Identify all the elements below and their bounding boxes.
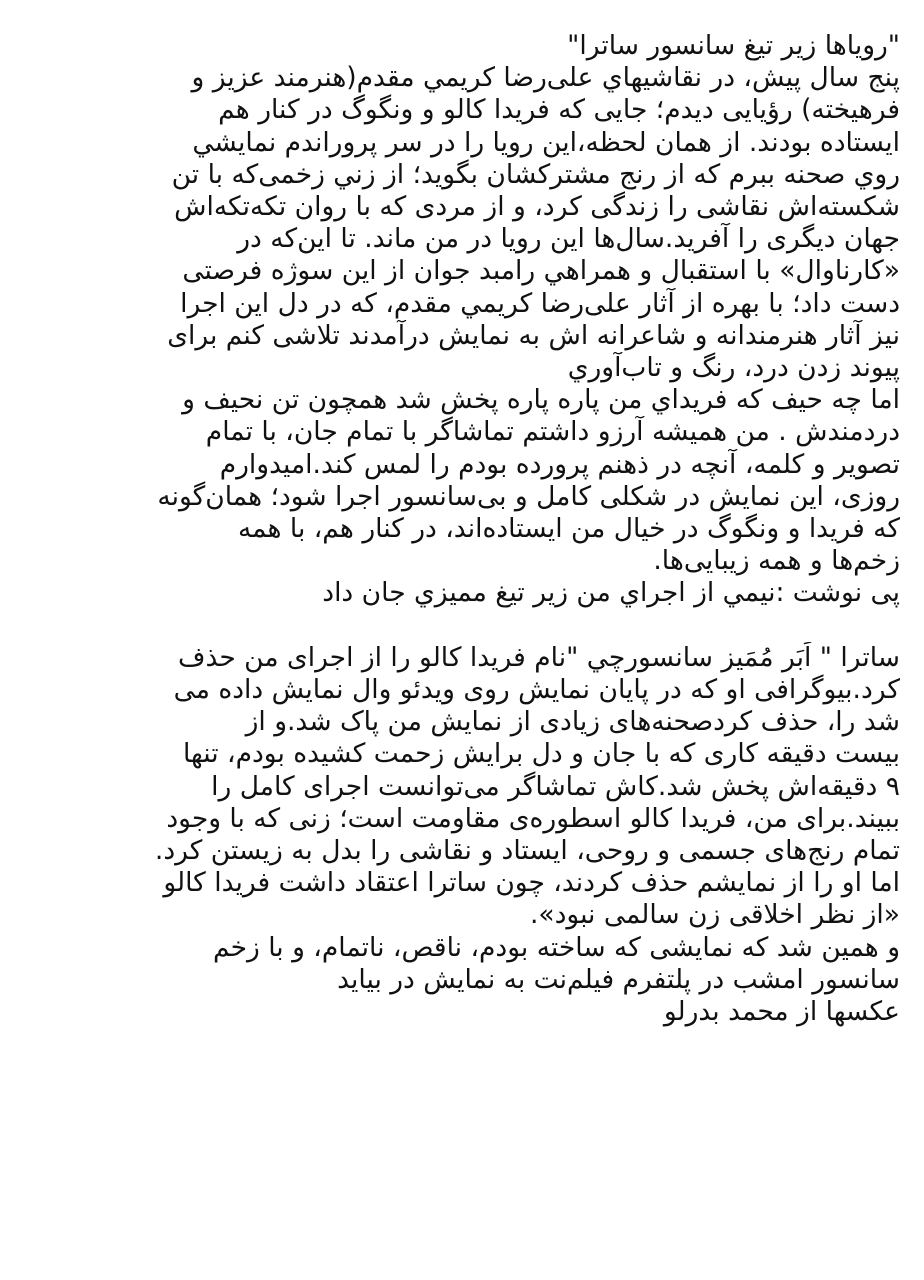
text-line: روي صحنه ببرم که از رنج مشترکشان بگوید؛ از زني زخمی‌که با تن (171, 158, 900, 190)
text-line: سانسور امشب در پلتفرم فیلم‌نت به نمایش در بیاید (337, 963, 900, 995)
text-line: «از نظر اخلاقی زن سالمی نبود». (529, 899, 900, 931)
text-line: تصویر و کلمه، آنچه در ذهنم پرورده بودم را لمس کند.امیدوارم (219, 448, 900, 480)
text-line: پنج سال پیش، در نقاشیهاي علی‌رضا کریمي مقدم(هنرمند عزیز و (191, 62, 900, 94)
text-line: شکسته‌اش نقاشی را زندگی کرد، و از مردی که با روان تکه‌تکه‌اش (174, 191, 900, 223)
text-line: جهان دیگری را آفرید.سال‌ها این رویا در من ماند. تا این‌که در (237, 223, 900, 255)
paragraph-spacer (24, 610, 900, 642)
postscript-line: پی نوشت :نیمي از اجراي من زیر تیغ ممیزي جان داد (322, 577, 900, 609)
text-line: اما او را از نمایشم حذف کردند، چون ساترا اعتقاد داشت فریدا کالو (163, 867, 900, 899)
text-line: ببیند.برای من، فریدا کالو اسطوره‌ی مقاومت است؛ زنی که با وجود (166, 802, 900, 834)
text-line: زخم‌ها و همه زیبایی‌ها. (653, 545, 900, 577)
text-line: بیست دقیقه کاری که با جان و دل برایش زحمت کشیده بودم، تنها (182, 738, 900, 770)
text-line: ساترا " اَبَر مُمَیز سانسورچي "نام فریدا کالو را از اجرای من حذف (177, 641, 900, 673)
text-line: و همین شد که نمایشی که ساخته بودم، ناقص، ناتمام، و با زخم (212, 931, 900, 963)
text-line: تمام رنج‌های جسمی و روحی، ایستاد و نقاشی را بدل به زیستن کرد. (154, 835, 900, 867)
text-line: شد را، حذف کردصحنه‌های زیادی از نمایش من پاک شد.و از (245, 706, 900, 738)
text-line: فرهیخته) رؤیایی دیدم؛ جایی که فریدا کالو و ونگوگ در کنار هم (218, 94, 900, 126)
text-line: نیز آثار هنرمندانه و شاعرانه اش به نمایش درآمدند تلاشی کنم برای (167, 319, 900, 351)
text-line: دست داد؛ با بهره از آثار علی‌رضا کریمي مقدم، که در دل این اجرا (180, 287, 900, 319)
text-line: اما چه حیف که فریداي من پاره پاره پخش شد همچون تن نحیف و (182, 384, 900, 416)
photo-credit-line: عکسها از محمد بدرلو (663, 996, 900, 1028)
document-title: "رویاها زیر تیغ سانسور ساترا" (567, 30, 900, 61)
text-line: «کارناوال» با استقبال و همراهي رامبد جوان از این سوژه فرصتی (182, 255, 900, 287)
text-line: پیوند زدن درد، رنگ و تاب‌آوري (567, 352, 900, 384)
text-line: ۹ دقیقه‌اش پخش شد.کاش تماشاگر می‌توانست اجرای کامل را (211, 770, 900, 802)
text-line: دردمندش . من همیشه آرزو داشتم تماشاگر با تمام جان، با تمام (205, 416, 900, 448)
text-line: روزی، این نمایش در شکلی کامل و بی‌سانسور اجرا شود؛ همان‌گونه (157, 480, 900, 512)
text-line: کرد.بیوگرافی او که در پایان نمایش روی ویدئو وال نمایش داده می (173, 674, 900, 706)
text-line: ایستاده بودند. از همان لحظه،این رویا را در سر پروراندم نمایشي (192, 126, 900, 158)
text-line: که فریدا و ونگوگ در خیال من ایستاده‌اند، در کنار هم، با همه (237, 513, 900, 545)
